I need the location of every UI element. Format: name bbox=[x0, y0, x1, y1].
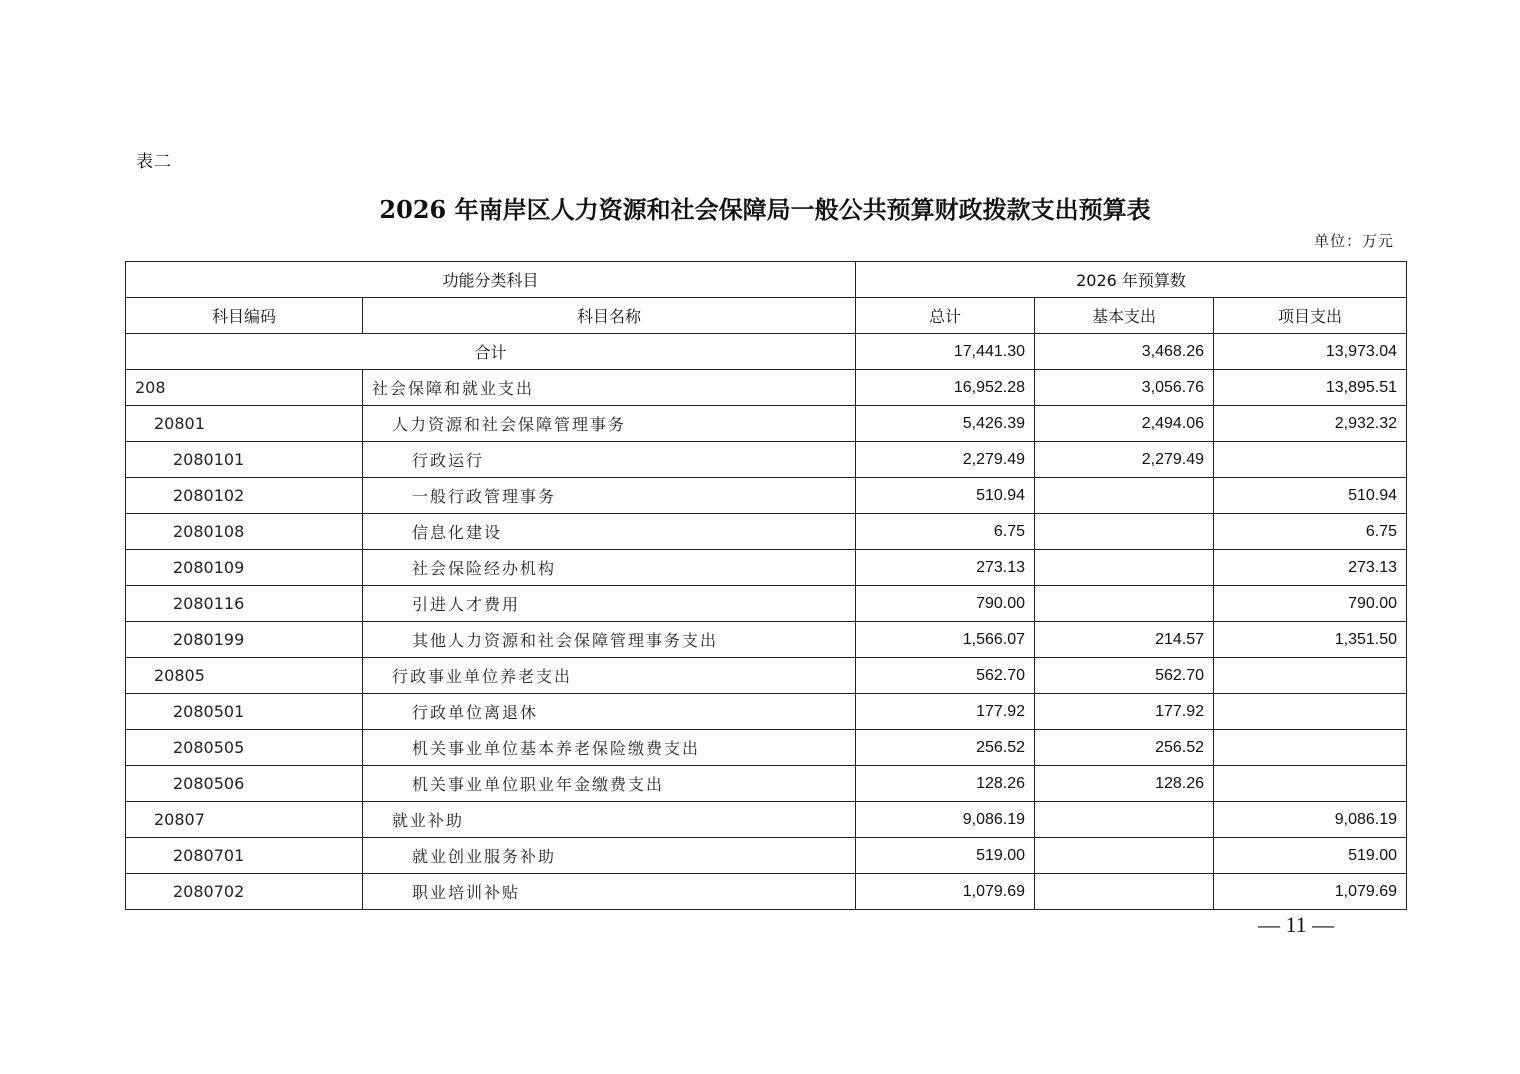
subject-name-cell: 就业创业服务补助 bbox=[363, 838, 856, 874]
subject-code-cell: 2080108 bbox=[126, 514, 363, 550]
subject-name-cell: 行政单位离退休 bbox=[363, 694, 856, 730]
subject-code-cell: 20807 bbox=[126, 802, 363, 838]
header-group-row bbox=[126, 262, 1407, 298]
subject-code-cell: 2080102 bbox=[126, 478, 363, 514]
basic-expense-cell bbox=[1035, 838, 1214, 874]
project-expense-cell: 6.75 bbox=[1214, 514, 1407, 550]
project-expense-cell: 273.13 bbox=[1214, 550, 1407, 586]
project-expense-cell bbox=[1214, 730, 1407, 766]
total-row bbox=[126, 334, 1407, 370]
subject-name-cell: 信息化建设 bbox=[363, 514, 856, 550]
subject-code-cell: 2080505 bbox=[126, 730, 363, 766]
total-cell: 790.00 bbox=[856, 586, 1035, 622]
basic-expense-cell: 562.70 bbox=[1035, 658, 1214, 694]
subject-name-cell: 社会保障和就业支出 bbox=[363, 370, 856, 406]
subject-name-cell: 行政事业单位养老支出 bbox=[363, 658, 856, 694]
basic-expense-cell: 177.92 bbox=[1035, 694, 1214, 730]
subject-code-cell: 20801 bbox=[126, 406, 363, 442]
subject-name-cell: 人力资源和社会保障管理事务 bbox=[363, 406, 856, 442]
table-row bbox=[126, 514, 1407, 550]
table-row bbox=[126, 442, 1407, 478]
table-row bbox=[126, 658, 1407, 694]
basic-expense-cell bbox=[1035, 514, 1214, 550]
project-expense-cell bbox=[1214, 442, 1407, 478]
header-budget-2026: 2026 年预算数 bbox=[856, 262, 1407, 298]
subject-name-cell: 机关事业单位基本养老保险缴费支出 bbox=[363, 730, 856, 766]
budget-table bbox=[125, 261, 1407, 910]
basic-expense-cell bbox=[1035, 802, 1214, 838]
subject-code-cell: 2080701 bbox=[126, 838, 363, 874]
subject-name-cell: 引进人才费用 bbox=[363, 586, 856, 622]
total-cell: 273.13 bbox=[856, 550, 1035, 586]
table-row bbox=[126, 874, 1407, 910]
total-basic: 3,468.26 bbox=[1035, 334, 1214, 370]
total-cell: 1,566.07 bbox=[856, 622, 1035, 658]
total-cell: 16,952.28 bbox=[856, 370, 1035, 406]
total-cell: 9,086.19 bbox=[856, 802, 1035, 838]
subject-code-cell: 2080199 bbox=[126, 622, 363, 658]
subject-code-cell: 2080101 bbox=[126, 442, 363, 478]
total-cell: 1,079.69 bbox=[856, 874, 1035, 910]
table-row bbox=[126, 766, 1407, 802]
table-row bbox=[126, 370, 1407, 406]
column-header-total: 总计 bbox=[856, 298, 1035, 334]
basic-expense-cell: 214.57 bbox=[1035, 622, 1214, 658]
column-header-code: 科目编码 bbox=[126, 298, 363, 334]
total-cell: 128.26 bbox=[856, 766, 1035, 802]
project-expense-cell: 510.94 bbox=[1214, 478, 1407, 514]
project-expense-cell: 1,079.69 bbox=[1214, 874, 1407, 910]
basic-expense-cell: 3,056.76 bbox=[1035, 370, 1214, 406]
table-row bbox=[126, 478, 1407, 514]
page-number: — 11 — bbox=[1258, 912, 1335, 937]
total-cell: 519.00 bbox=[856, 838, 1035, 874]
header-function-classification: 功能分类科目 bbox=[126, 262, 856, 298]
basic-expense-cell: 2,279.49 bbox=[1035, 442, 1214, 478]
subject-code-cell: 2080109 bbox=[126, 550, 363, 586]
project-expense-cell: 790.00 bbox=[1214, 586, 1407, 622]
subject-name-cell: 一般行政管理事务 bbox=[363, 478, 856, 514]
basic-expense-cell: 256.52 bbox=[1035, 730, 1214, 766]
subject-code-cell: 208 bbox=[126, 370, 363, 406]
total-cell: 256.52 bbox=[856, 730, 1035, 766]
total-cell: 510.94 bbox=[856, 478, 1035, 514]
basic-expense-cell bbox=[1035, 874, 1214, 910]
total-cell: 5,426.39 bbox=[856, 406, 1035, 442]
unit-label: 单位：万元 bbox=[1313, 232, 1394, 250]
table-label: 表二 bbox=[136, 152, 172, 172]
subject-code-cell: 20805 bbox=[126, 658, 363, 694]
document-title: 2026 年南岸区人力资源和社会保障局一般公共预算财政拨款支出预算表 bbox=[379, 195, 1151, 224]
subject-name-cell: 其他人力资源和社会保障管理事务支出 bbox=[363, 622, 856, 658]
column-header-basic: 基本支出 bbox=[1035, 298, 1214, 334]
subject-code-cell: 2080501 bbox=[126, 694, 363, 730]
total-label: 合计 bbox=[126, 334, 856, 370]
table-row bbox=[126, 550, 1407, 586]
project-expense-cell: 519.00 bbox=[1214, 838, 1407, 874]
subject-name-cell: 机关事业单位职业年金缴费支出 bbox=[363, 766, 856, 802]
column-header-project: 项目支出 bbox=[1214, 298, 1407, 334]
subject-name-cell: 就业补助 bbox=[363, 802, 856, 838]
subject-code-cell: 2080702 bbox=[126, 874, 363, 910]
total-sum: 17,441.30 bbox=[856, 334, 1035, 370]
project-expense-cell: 9,086.19 bbox=[1214, 802, 1407, 838]
subject-name-cell: 行政运行 bbox=[363, 442, 856, 478]
project-expense-cell: 2,932.32 bbox=[1214, 406, 1407, 442]
table-body bbox=[126, 262, 1407, 910]
project-expense-cell: 13,895.51 bbox=[1214, 370, 1407, 406]
table-row bbox=[126, 406, 1407, 442]
table-row bbox=[126, 730, 1407, 766]
basic-expense-cell: 128.26 bbox=[1035, 766, 1214, 802]
project-expense-cell bbox=[1214, 694, 1407, 730]
basic-expense-cell bbox=[1035, 550, 1214, 586]
table-row bbox=[126, 586, 1407, 622]
project-expense-cell bbox=[1214, 658, 1407, 694]
total-cell: 177.92 bbox=[856, 694, 1035, 730]
subject-code-cell: 2080506 bbox=[126, 766, 363, 802]
total-cell: 2,279.49 bbox=[856, 442, 1035, 478]
total-project: 13,973.04 bbox=[1214, 334, 1407, 370]
project-expense-cell bbox=[1214, 766, 1407, 802]
table-row bbox=[126, 838, 1407, 874]
subject-code-cell: 2080116 bbox=[126, 586, 363, 622]
total-cell: 562.70 bbox=[856, 658, 1035, 694]
basic-expense-cell bbox=[1035, 586, 1214, 622]
basic-expense-cell: 2,494.06 bbox=[1035, 406, 1214, 442]
basic-expense-cell bbox=[1035, 478, 1214, 514]
total-cell: 6.75 bbox=[856, 514, 1035, 550]
subject-name-cell: 职业培训补贴 bbox=[363, 874, 856, 910]
column-header-name: 科目名称 bbox=[363, 298, 856, 334]
table-row bbox=[126, 622, 1407, 658]
subject-name-cell: 社会保险经办机构 bbox=[363, 550, 856, 586]
header-columns-row bbox=[126, 298, 1407, 334]
project-expense-cell: 1,351.50 bbox=[1214, 622, 1407, 658]
table-row bbox=[126, 802, 1407, 838]
table-row bbox=[126, 694, 1407, 730]
